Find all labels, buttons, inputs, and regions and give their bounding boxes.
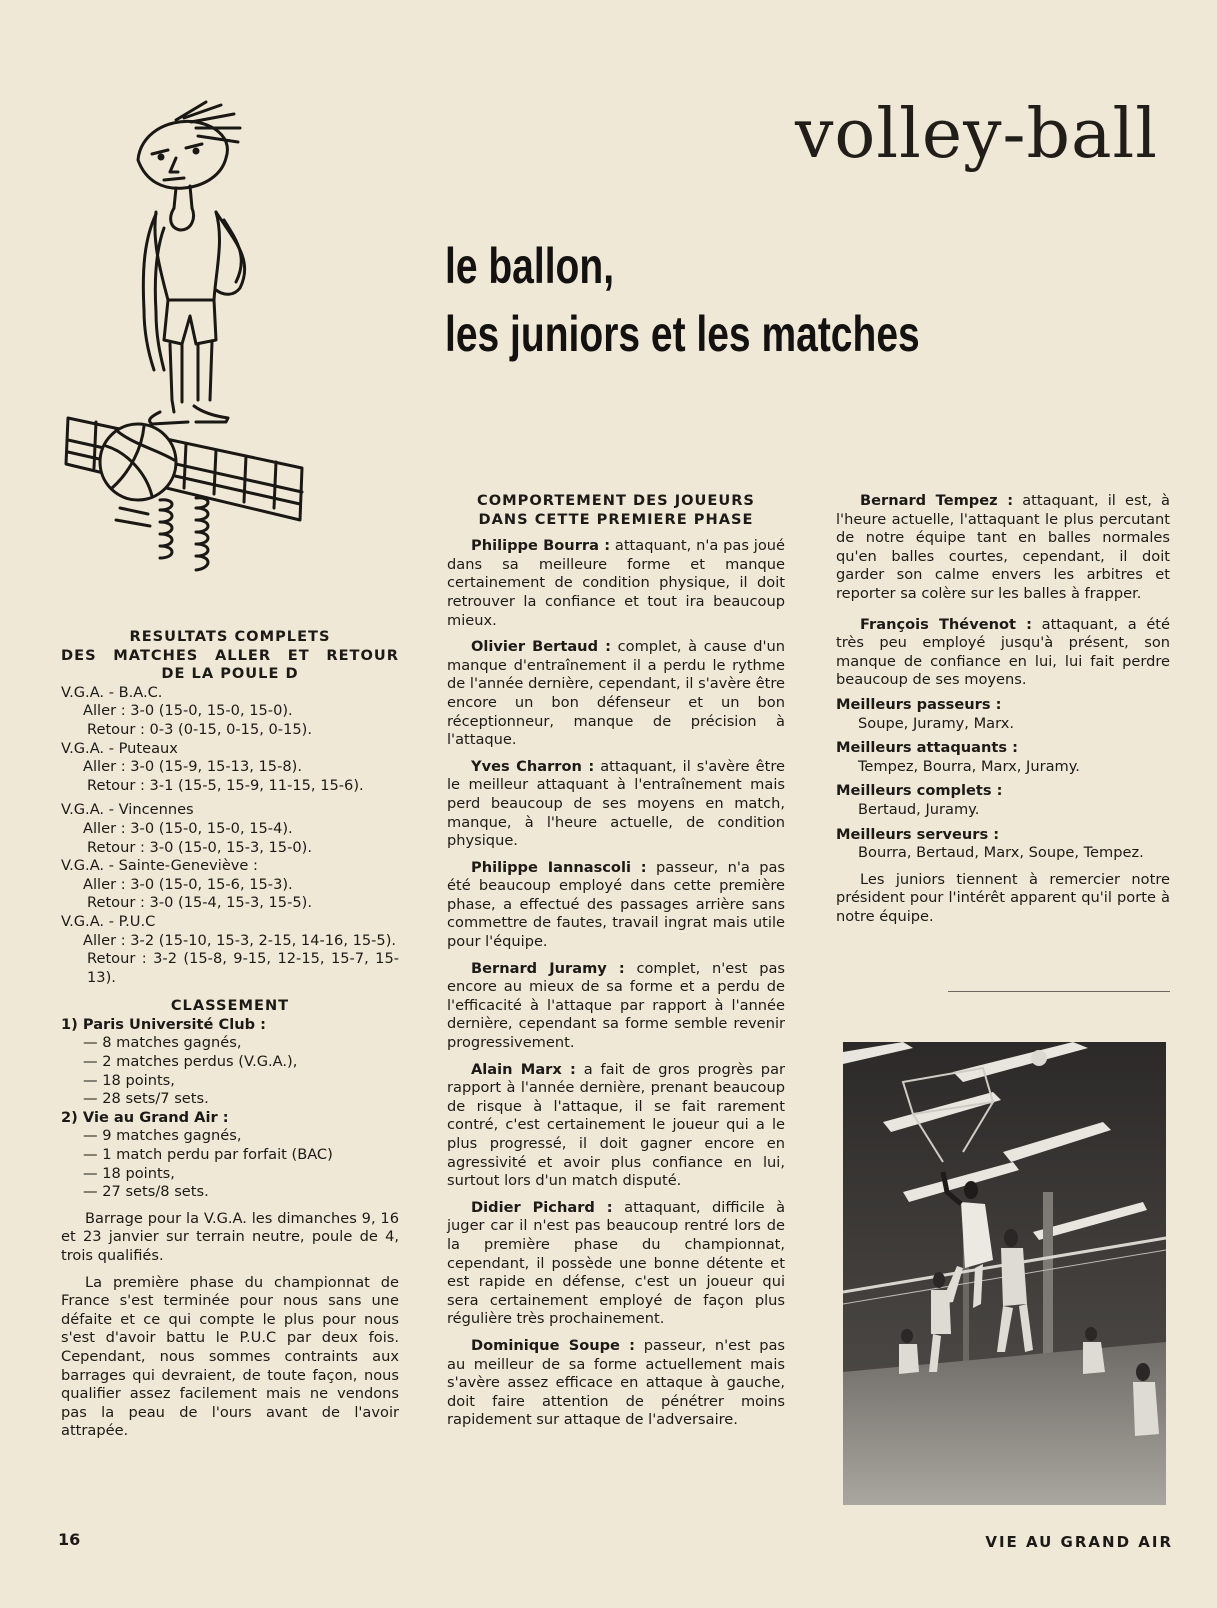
best-label: Meilleurs serveurs :	[836, 825, 1000, 843]
player-name: Bernard Juramy :	[471, 959, 625, 977]
player-text: attaquant, n'a pas joué dans sa meilleure forme et manque certainement de condition physique, il doit retrouver la confiance et tout ira beaucoup mieux.	[447, 537, 785, 629]
player-text: complet, à cause d'un manque d'entraînement il a perdu le rythme de l'année dernière, cependant, il s'avère être encore un bon défenseur et un bon réceptionneur, manque de précision à l'attaque.	[447, 638, 785, 749]
section-title: volley-ball	[795, 95, 1159, 174]
results-heading	[61, 628, 399, 684]
player-name: Philippe Bourra :	[471, 537, 611, 555]
best-value: Soupe, Juramy, Marx.	[858, 714, 1015, 732]
match-retour: Retour : 3-1 (15-5, 15-9, 11-15, 15-6).	[87, 776, 364, 794]
player-entry	[447, 638, 785, 750]
classement-line: — 2 matches perdus (V.G.A.),	[83, 1053, 298, 1071]
player-entry	[447, 1199, 785, 1329]
player-name: Dominique Soupe :	[471, 1336, 636, 1354]
volleyball-match-photo	[843, 1042, 1166, 1505]
classement-team	[61, 1109, 399, 1202]
classement-line: — 1 match perdu par forfait (BAC)	[83, 1146, 333, 1164]
player-text: attaquant, il s'avère être le meilleur attaquant à l'entraînement mais perd beaucoup de ses moyens en match, manque, à l'heure actuelle, de condition physique.	[447, 757, 786, 850]
match-aller: Aller : 3-0 (15-0, 15-0, 15-0).	[83, 702, 293, 720]
player-entry	[836, 616, 1170, 690]
classement-team-name: 1) Paris Université Club :	[61, 1015, 266, 1033]
best-label: Meilleurs complets :	[836, 782, 1003, 800]
conclusion-text: La première phase du championnat de France s'est terminée pour nous sans une défaite et ce qui compte le plus pour nous s'est d'avoir battu le P.U.C par deux fois. Cependant, nous sommes contraints aux barrages qui devraient, de toute façon, nous qualifier assez facilement mais ne vendons pas la peau de l'ours avant de l'avoir attrapée.	[61, 1273, 399, 1440]
results-heading-line-3: DE LA POULE D	[161, 665, 299, 683]
match-teams: V.G.A. - Vincennes	[61, 801, 194, 819]
players-heading-line-1: COMPORTEMENT DES JOUEURS	[477, 492, 755, 509]
players-heading-line-2: DANS CETTE PREMIERE PHASE	[478, 510, 754, 528]
results-heading-line-2: DES MATCHES ALLER ET RETOUR	[61, 646, 399, 664]
match-block	[61, 913, 399, 987]
player-entry	[447, 758, 785, 851]
headline-line-1: le ballon,	[445, 238, 615, 294]
player-entry	[836, 492, 1170, 604]
match-teams: V.G.A. - P.U.C	[61, 912, 156, 930]
match-aller: Aller : 3-0 (15-0, 15-0, 15-4).	[83, 819, 293, 837]
match-aller: Aller : 3-2 (15-10, 15-3, 2-15, 14-16, 15-5).	[83, 931, 397, 949]
match-block	[61, 857, 399, 913]
match-retour: Retour : 0-3 (0-15, 0-15, 0-15).	[87, 720, 312, 738]
player-name: Olivier Bertaud :	[471, 638, 611, 656]
page-number: 16	[58, 1530, 81, 1549]
players-heading	[447, 492, 785, 529]
closing-text: Les juniors tiennent à remercier notre président pour l'intérêt apparent qu'il porte à notre équipe.	[836, 870, 1170, 925]
best-value: Bourra, Bertaud, Marx, Soupe, Tempez.	[858, 844, 1144, 862]
best-label: Meilleurs attaquants :	[836, 739, 1018, 757]
player-name: Bernard Tempez :	[860, 492, 1014, 509]
match-block	[61, 684, 399, 740]
player-entry	[447, 1337, 785, 1430]
classement-line: — 18 points,	[83, 1071, 175, 1089]
classement-heading: CLASSEMENT	[170, 997, 290, 1015]
player-text: attaquant, il est, à l'heure actuelle, l'attaquant le plus percutant de notre équipe tant en balles normales qu'en balles courtes, cependant, il doit garder son calme envers les arbitres et reporter sa colère sur les balles à frapper.	[836, 492, 1171, 602]
player-name: Yves Charron :	[471, 757, 595, 775]
match-teams: V.G.A. - Puteaux	[61, 739, 178, 757]
classement-line: — 27 sets/8 sets.	[83, 1183, 209, 1201]
player-entry	[447, 1061, 785, 1191]
best-value: Bertaud, Juramy.	[858, 800, 980, 818]
player-name: Philippe Iannascoli :	[471, 858, 647, 876]
player-text: attaquant, a été très peu employé jusqu'à présent, son manque de confiance en lui, lui fait perdre beaucoup de ses moyens.	[836, 615, 1171, 689]
magazine-name: VIE AU GRAND AIR	[985, 1533, 1173, 1551]
classement-team-name: 2) Vie au Grand Air :	[61, 1108, 229, 1126]
player-text: passeur, n'est pas au meilleur de sa forme actuellement mais s'avère assez efficace en attaque à gauche, doit faire attention de pénétrer moins rapidement sur attaque de l'adversaire.	[447, 1336, 785, 1429]
classement-team	[61, 1016, 399, 1109]
match-block	[61, 740, 399, 796]
match-retour: Retour : 3-0 (15-4, 15-3, 15-5).	[87, 894, 312, 912]
match-retour: Retour : 3-2 (15-8, 9-15, 12-15, 15-7, 15-13).	[87, 950, 399, 986]
volleyball-player-illustration	[56, 100, 316, 590]
match-teams: V.G.A. - B.A.C.	[61, 683, 163, 701]
player-name: François Thévenot :	[860, 615, 1032, 633]
player-text: a fait de gros progrès par rapport à l'année dernière, prenant beaucoup de risque à l'attaque, il se fait rarement contré, c'est certainement le joueur qui a le plus progressé, il doit gagner encore en agressivité et avoir plus confiance en lui, surtout lors d'un match disputé.	[447, 1060, 786, 1190]
barrage-text: Barrage pour la V.G.A. les dimanches 9, 16 et 23 janvier sur terrain neutre, poule de 4, trois qualifiés.	[61, 1209, 399, 1264]
headline	[445, 232, 920, 368]
best-label: Meilleurs passeurs :	[836, 695, 1002, 713]
players-column-continued	[836, 492, 1170, 926]
player-text: attaquant, difficile à juger car il n'est pas beaucoup rentré lors de la première phase du championnat, cependant, il possède une bonne détente et est rapide en défense, c'est un joueur qui sera certainement employé de façon plus régulière très prochainement.	[447, 1198, 786, 1328]
match-aller: Aller : 3-0 (15-9, 15-13, 15-8).	[83, 758, 302, 776]
match-block	[61, 801, 399, 857]
match-teams: V.G.A. - Sainte-Geneviève :	[61, 857, 258, 875]
results-column	[61, 628, 399, 1441]
player-entry	[447, 537, 785, 630]
best-list	[836, 696, 1170, 863]
classement-line: — 28 sets/7 sets.	[83, 1090, 209, 1108]
results-heading-line-1: RESULTATS COMPLETS	[129, 628, 331, 645]
players-column	[447, 492, 785, 1430]
headline-line-2: les juniors et les matches	[445, 306, 920, 362]
classement-line: — 9 matches gagnés,	[83, 1127, 242, 1145]
player-text: passeur, n'a pas été beaucoup employé dans cette première phase, a effectué des passages arrière sans commettre de fautes, travail ingrat mais utile pour l'équipe.	[447, 858, 786, 951]
column-end-rule	[948, 991, 1170, 992]
player-text: complet, n'est pas encore au mieux de sa forme et a perdu de l'efficacité à l'attaque par rapport à l'année dernière, cependant sa forme semble revenir progressivement.	[447, 959, 786, 1052]
player-name: Didier Pichard :	[471, 1198, 613, 1216]
player-entry	[447, 859, 785, 952]
player-name: Alain Marx :	[471, 1060, 576, 1078]
player-entry	[447, 960, 785, 1053]
match-aller: Aller : 3-0 (15-0, 15-6, 15-3).	[83, 875, 293, 893]
classement-line: — 8 matches gagnés,	[83, 1034, 242, 1052]
match-retour: Retour : 3-0 (15-0, 15-3, 15-0).	[87, 838, 312, 856]
best-value: Tempez, Bourra, Marx, Juramy.	[858, 757, 1080, 775]
classement-line: — 18 points,	[83, 1164, 175, 1182]
